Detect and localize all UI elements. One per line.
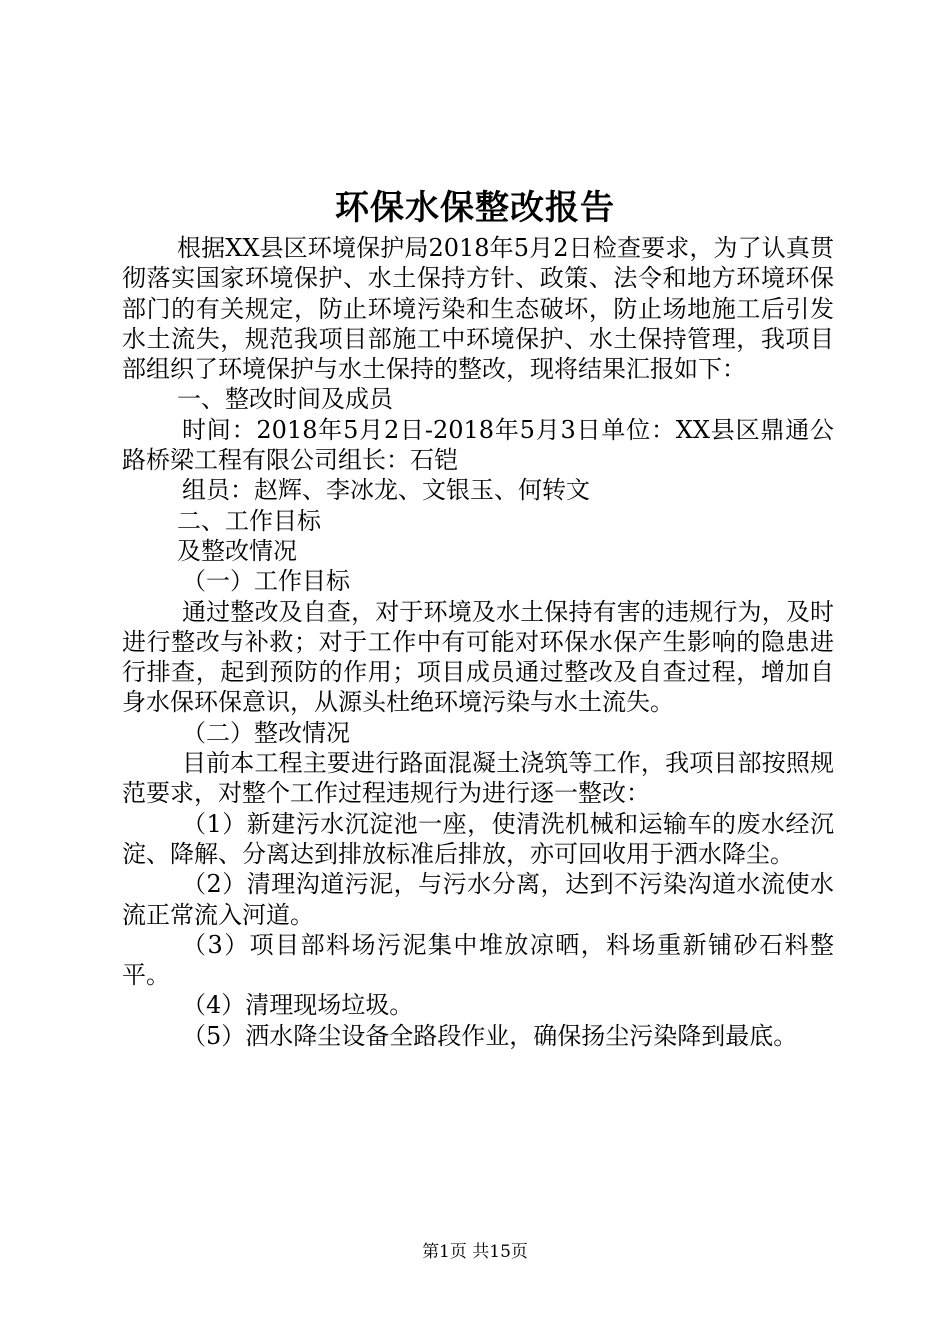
- heading-section-2: 二、工作目标: [177, 506, 321, 535]
- paragraph-time-unit: 时间：2018年5月2日-2018年5月3日单位：XX县区鼎通公路桥梁工程有限公司组长：石铠: [122, 415, 834, 475]
- list-item-2: （2）清理沟道污泥，与污水分离，达到不污染沟道水流使水流正常流入河道。: [122, 870, 834, 929]
- paragraph-intro: 根据XX县区环境保护局2018年5月2日检查要求，为了认真贯彻落实国家环境保护、水土保持方针、政策、法令和地方环境环保部门的有关规定，防止环境污染和生态破坏，防止场地施工后引发水土流失，规范我项目部施工中环境保护、水土保持管理，我项目部组织了环境保护与水土保持的整改，现将结果汇报如下：: [122, 234, 834, 384]
- list-item-1: （1）新建污水沉淀池一座，使清洗机械和运输车的废水经沉淀、降解、分离达到排放标准后排放，亦可回收用于洒水降尘。: [122, 809, 834, 868]
- heading-subsection-2: （二）整改情况: [182, 718, 350, 747]
- paragraph-goals: 通过整改及自查，对于环境及水土保持有害的违规行为，及时进行整改与补救；对于工作中有可能对环保水保产生影响的隐患进行排查，起到预防的作用；项目成员通过整改及自查过程，增加自身水保环保意识，从源头杜绝环境污染与水土流失。: [122, 597, 834, 717]
- document-title: 环保水保整改报告: [335, 188, 615, 228]
- document-body: [122, 233, 834, 1051]
- heading-section-2-continued: 及整改情况: [177, 536, 297, 565]
- list-item-4: （4）清理现场垃圾。: [182, 991, 414, 1020]
- paragraph-current-work: 目前本工程主要进行路面混凝土浇筑等工作，我项目部按照规范要求，对整个工作过程违规行为进行逐一整改：: [122, 749, 834, 808]
- page-number-footer: 第1页 共15页: [422, 1242, 528, 1262]
- list-item-3: （3）项目部料场污泥集中堆放凉晒，料场重新铺砂石料整平。: [122, 930, 834, 990]
- paragraph-members: 组员：赵辉、李冰龙、文银玉、何转文: [182, 476, 590, 505]
- list-item-5: （5）洒水降尘设备全路段作业，确保扬尘污染降到最底。: [182, 1021, 798, 1050]
- heading-section-1: 一、整改时间及成员: [177, 385, 393, 414]
- heading-subsection-1: （一）工作目标: [182, 567, 350, 596]
